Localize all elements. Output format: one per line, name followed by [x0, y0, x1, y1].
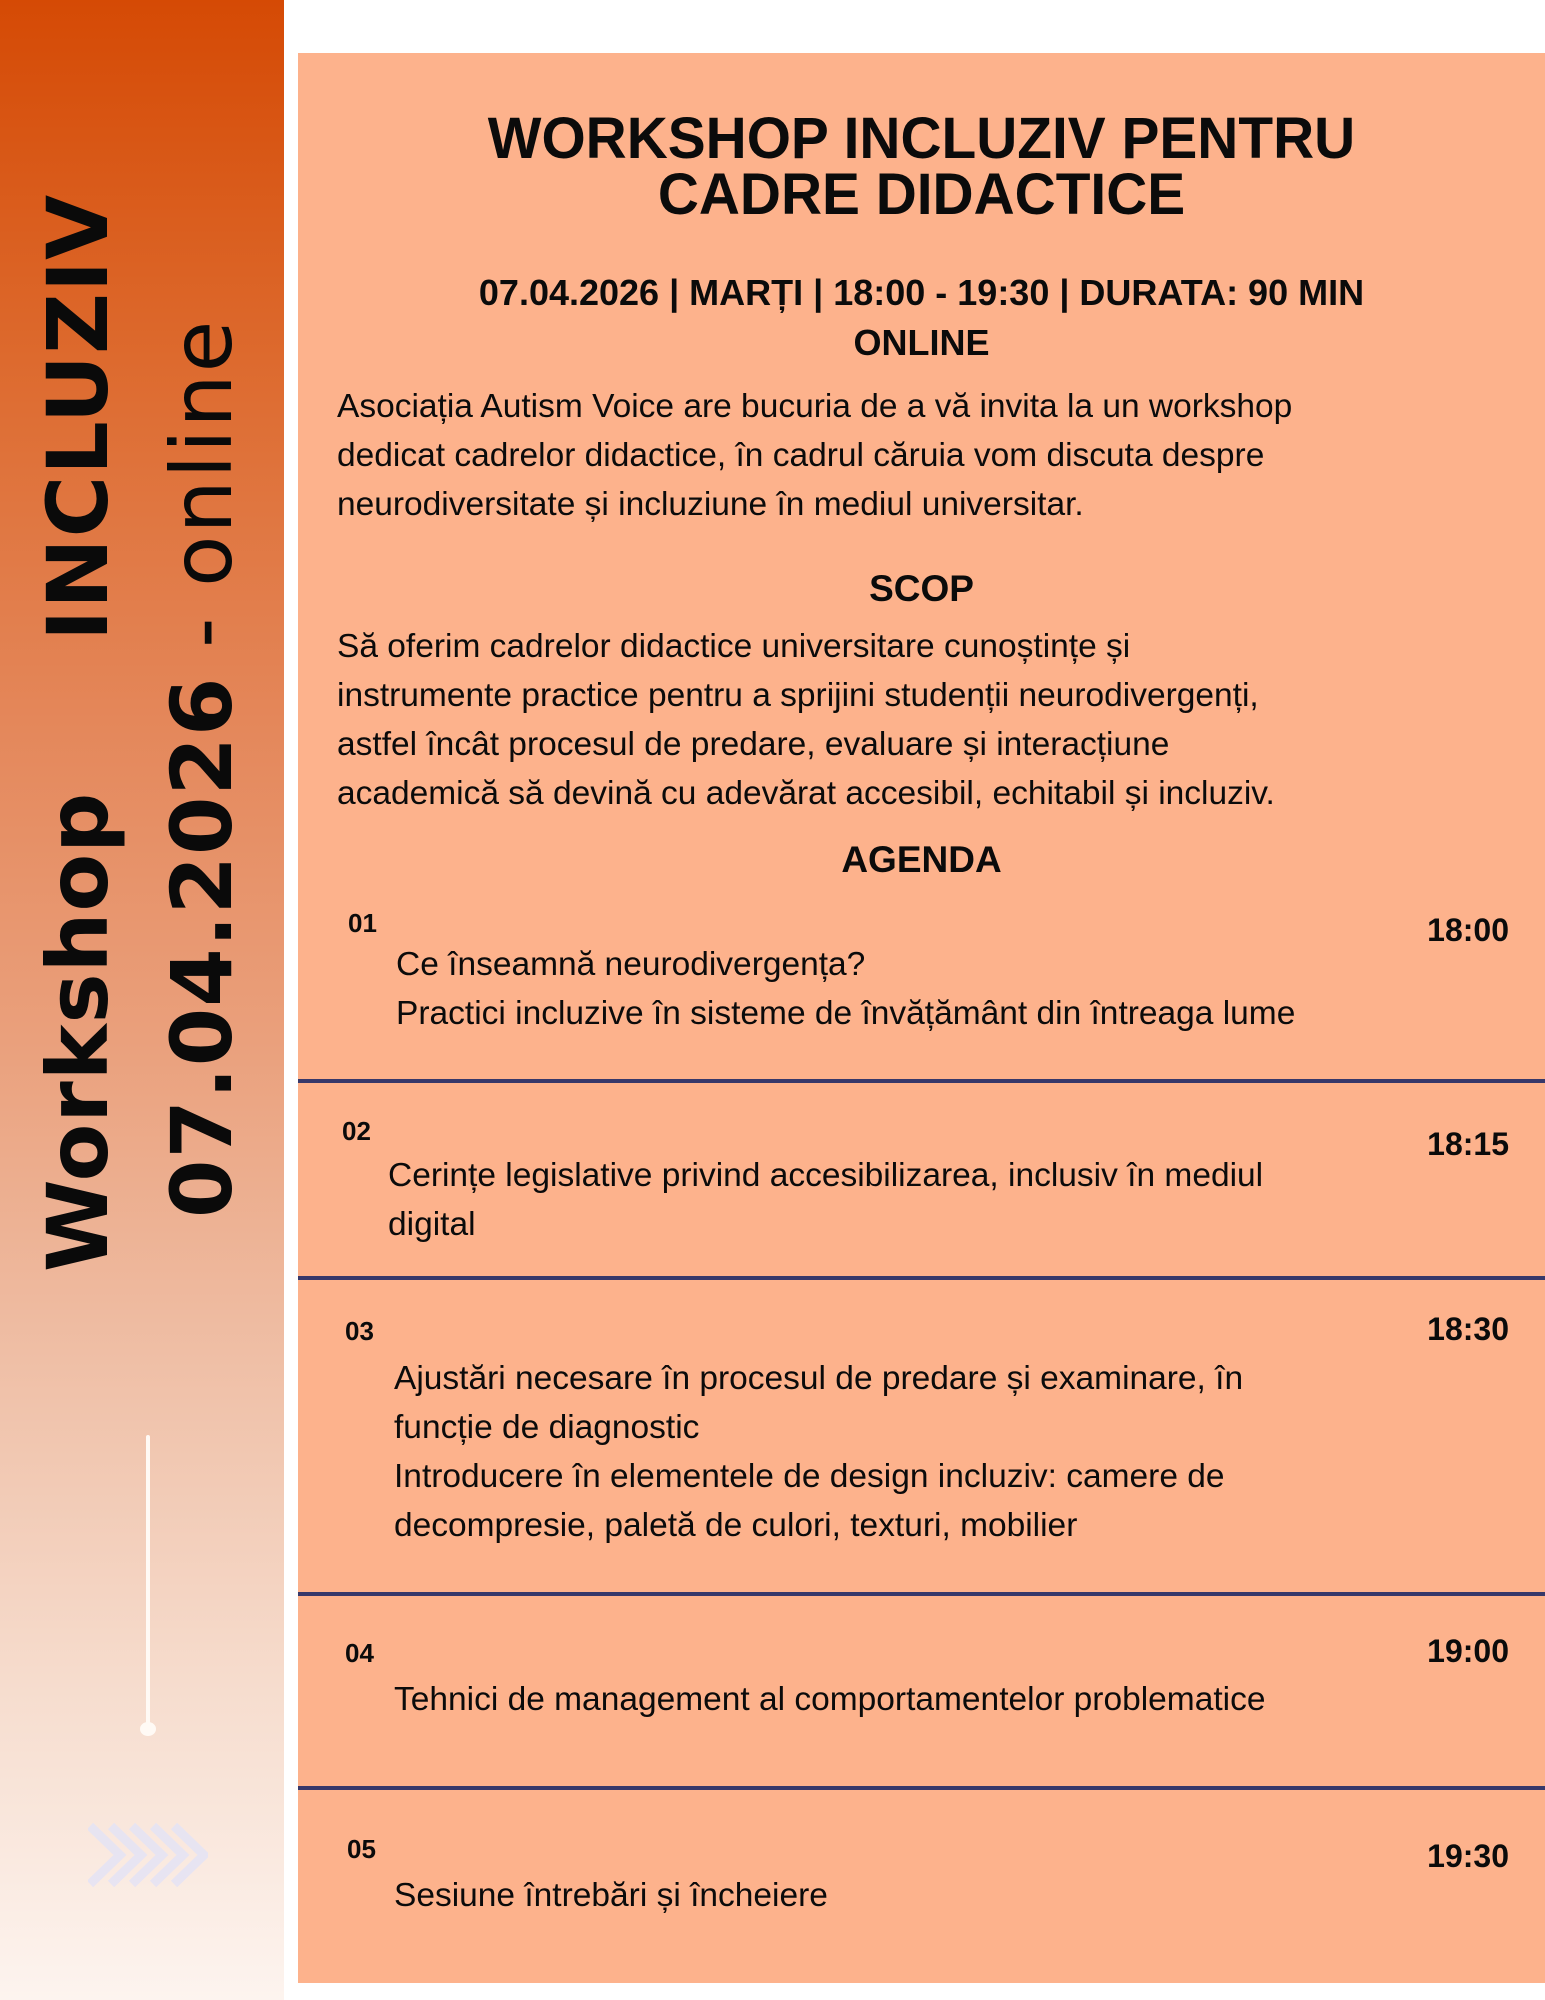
agenda-item-time: 19:00: [1427, 1633, 1509, 1669]
sidebar-date: 07.04.2026: [153, 676, 251, 1218]
event-format: ONLINE: [853, 322, 990, 363]
line-end-dot-icon: [140, 1722, 156, 1736]
agenda-divider: [298, 1079, 1545, 1083]
scop-line: astfel încât procesul de predare, evaluare și interacțiune: [337, 726, 1170, 763]
agenda-line: funcție de diagnostic: [394, 1409, 700, 1446]
agenda-line: Sesiune întrebări și încheiere: [394, 1877, 828, 1914]
sidebar-title-word2: INCLUZIV: [29, 193, 127, 641]
scop-paragraph: [337, 622, 1517, 818]
agenda-line: Ajustări necesare în procesul de predare și examinare, în: [394, 1360, 1244, 1397]
scop-heading: SCOP: [869, 568, 974, 609]
agenda-line: Introducere în elementele de design incluziv: camere de: [394, 1458, 1225, 1495]
intro-paragraph: [337, 382, 1517, 529]
agenda-item-number: 03: [345, 1316, 374, 1346]
agenda-item-number: 05: [347, 1834, 376, 1864]
intro-line: neurodiversitate și incluziune în mediul universitar.: [337, 486, 1084, 523]
agenda-item-text: [394, 1354, 1454, 1550]
agenda-divider: [298, 1592, 1545, 1596]
agenda-item-text: [396, 940, 1456, 1038]
agenda-item-time: 18:15: [1427, 1126, 1509, 1162]
page-title: [298, 106, 1545, 227]
agenda-item-text: [394, 1675, 1454, 1724]
agenda-item-time: 18:00: [1427, 912, 1509, 948]
agenda-item-time: 19:30: [1427, 1838, 1509, 1874]
scop-line: Să oferim cadrelor didactice universitare cunoștințe și: [337, 628, 1131, 665]
agenda-line: Tehnici de management al comportamentelor problematice: [394, 1681, 1266, 1718]
event-meta: [298, 268, 1545, 368]
chevrons-right-icon: [88, 1822, 208, 1888]
agenda-item-number: 01: [348, 908, 377, 938]
title-line-1: WORKSHOP INCLUZIV PENTRU: [487, 106, 1356, 171]
sidebar-banner: [0, 0, 284, 2000]
agenda-item-text: [388, 1151, 1448, 1249]
intro-line: dedicat cadrelor didactice, în cadrul căruia vom discuta despre: [337, 437, 1265, 474]
agenda-divider: [298, 1276, 1545, 1280]
intro-line: Asociația Autism Voice are bucuria de a vă invita la un workshop: [337, 388, 1293, 425]
event-datetime: 07.04.2026 | MARȚI | 18:00 - 19:30 | DURATA: 90 MIN: [478, 272, 1365, 313]
agenda-divider: [298, 1786, 1545, 1790]
agenda-line: Ce înseamnă neurodivergența?: [396, 946, 866, 983]
scop-line: instrumente practice pentru a sprijini studenții neurodivergenți,: [337, 677, 1259, 714]
agenda-line: Cerințe legislative privind accesibilizarea, inclusiv în mediul: [388, 1157, 1264, 1194]
sidebar-subtitle: [153, 318, 251, 1218]
agenda-item-number: 02: [342, 1116, 371, 1146]
title-line-2: CADRE DIDACTICE: [657, 162, 1186, 227]
content-panel: [298, 53, 1545, 1983]
agenda-line: decompresie, paletă de culori, texturi, mobilier: [394, 1507, 1078, 1544]
sidebar-title-word1: Workshop: [29, 791, 127, 1272]
sidebar-mode: - online: [153, 318, 251, 677]
agenda-heading: AGENDA: [841, 839, 1002, 880]
scop-line: academică să devină cu adevărat accesibil, echitabil și incluziv.: [337, 775, 1275, 812]
agenda-item-time: 18:30: [1427, 1311, 1509, 1347]
agenda-item-number: 04: [345, 1638, 374, 1668]
sidebar-title: [29, 193, 127, 1272]
agenda-item-text: [394, 1871, 1454, 1920]
vertical-line-icon: [146, 1435, 150, 1727]
agenda-line: digital: [388, 1206, 476, 1243]
agenda-line: Practici incluzive în sisteme de învățământ din întreaga lume: [396, 995, 1296, 1032]
